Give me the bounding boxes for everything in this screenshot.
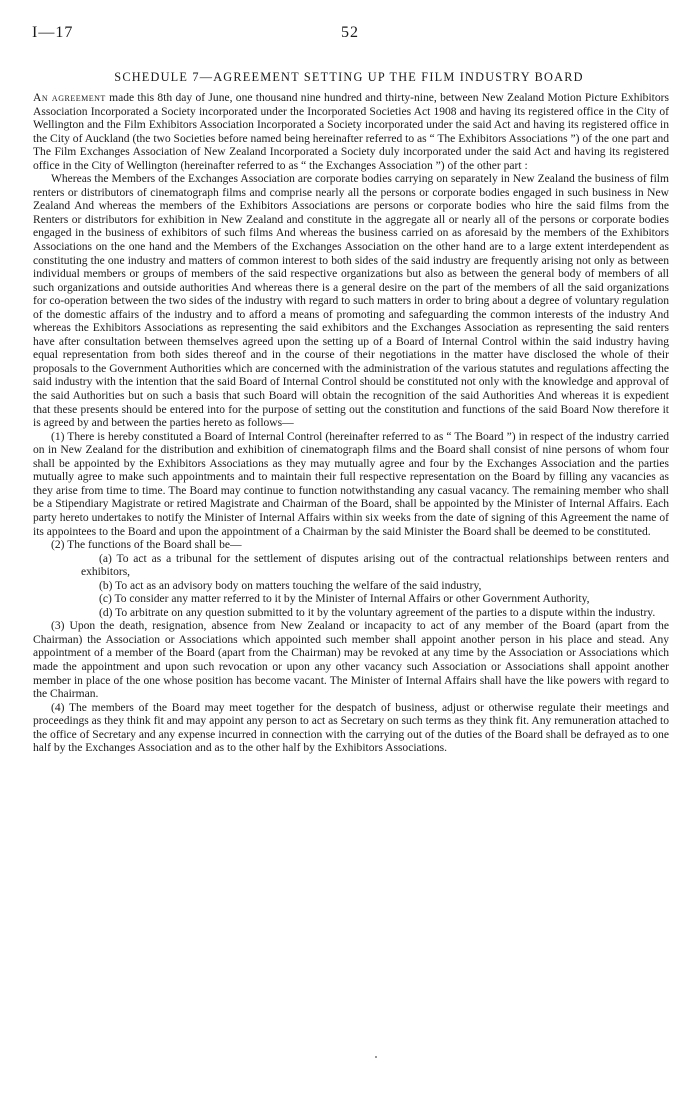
agreement-intro	[33, 92, 669, 173]
clause-3: (3) Upon the death, resignation, absence from New Zealand or incapacity to act of any member of the Board (apart from the Chairman) the Association or Associations which appointed such member shall appoint another person in his place and stead. Any appointment of a member of the Board (apart from the Chairman) may be revoked at any time by the Association or Associations which made the appointment and upon such revocation or upon any other vacancy such Association or Associations shall appoint another member in place of the one whose position has become vacant. The Minister of Internal Affairs shall have the like powers with regard to the Chairman.	[33, 620, 669, 701]
clause-2c: (c) To consider any matter referred to it by the Minister of Internal Affairs or other Government Authority,	[99, 593, 590, 606]
document-reference: I—17	[32, 24, 74, 41]
agreement-lead: An agreement	[33, 92, 106, 104]
recitals-paragraph: Whereas the Members of the Exchanges Association are corporate bodies carrying on separately in New Zealand the business of film renters or distributors of cinematograph films and comprise nearly all the persons or corporate bodies engaged in such business in New Zealand And whereas the members of the Exhibitors Associations are persons or corporate bodies who hire the said films from the Renters or distributors for exhibition in New Zealand and constitute in the aggregate all or nearly all of the persons or corporate bodies engaged in the business of exhibitors of such films And whereas the business carried on as aforesaid by the members of the Exhibitors Associations on the one hand and the Members of the Exchanges Association on the other hand are to a large extent interdependent as constituting the one industry and matters of common interest to both sides of the said industry are frequently arising not only as between individual members or groups of members of the said respective organizations but also as between the general body of members of all such organizations and outside authorities And whereas there is a general desire on the part of the members of all the said organizations for co-operation between the two sides of the industry with regard to such matters in order to bring about a degree of voluntary regulation of the domestic affairs of the industry and to afford a means of promoting and safeguarding the common interests of the industry And whereas the Exhibitors Associations as representing the said exhibitors and the Exchanges Association as representing the said renters have after consultation between themselves agreed upon the setting up of a Board of Internal Control within the said industry having equal representation from both sides thereof and in the course of their negotiations in the matter have disclosed the whole of their proposals to the Government Authorities which are concerned with the administration of the various statutes and regulations affecting the said industry with the intention that the said Board of Internal Control should be constituted not only with the knowledge and approval of the said Authorities but on such a basis that such Board will obtain the recognition of the said Authorities And whereas it is expedient that these presents should be entered into for the purpose of setting out the constitution and functions of the said Board Now therefore it is agreed by and between the parties hereto as follows—	[33, 173, 669, 430]
print-speck	[375, 1056, 377, 1058]
clause-2a: (a) To act as a tribunal for the settlement of disputes arising out of the contractual relationships between renters and exhibitors,	[81, 552, 669, 579]
clause-2d: (d) To arbitrate on any question submitted to it by the voluntary agreement of the parties to a dispute within the industry.	[99, 606, 656, 619]
page-number: 52	[341, 24, 359, 41]
agreement-body	[33, 92, 669, 756]
schedule-title: SCHEDULE 7—AGREEMENT SETTING UP THE FILM INDUSTRY BOARD	[114, 70, 584, 84]
clause-1: (1) There is hereby constituted a Board of Internal Control (hereinafter referred to as “ The Board ”) in respect of the industry carried on in New Zealand for the distribution and exhibition of cinematograph films and the Board shall consist of nine persons of whom four shall be appointed by the Exhibitors Associations as they may mutually agree and four by the Exchanges Association and the parties mutually agree to make such appointments and to maintain their full respective representation on the Board by filling any vacancies as they arise from time to time. The Board may continue to function notwithstanding any casual vacancy. The remaining member who shall be a Stipendiary Magistrate or retired Magistrate and Chairman of the Board, shall be appointed by the Minister of Internal Affairs. Each party hereto undertakes to notify the Minister of Internal Affairs within six weeks from the date of signing of this Agreement the name of its appointees to the Board and upon the appointment of a Chairman by the said Minister the Board shall be deemed to be constituted.	[33, 430, 669, 538]
clause-4: (4) The members of the Board may meet together for the despatch of business, adjust or otherwise regulate their meetings and proceedings as they think fit and may appoint any person to act as Secretary on such terms as they think fit. Any remuneration attached to the office of Secretary and any expense incurred in connection with the carrying out of the duties of the Board shall be defrayed as to one half by the Exchanges Association and as to the other half by the Exhibitors Associations.	[33, 701, 669, 755]
clause-2: (2) The functions of the Board shall be—	[51, 539, 242, 552]
clause-2b: (b) To act as an advisory body on matters touching the welfare of the said industry,	[99, 579, 482, 592]
agreement-intro-text: made this 8th day of June, one thousand nine hundred and thirty-nine, between New Zealand Motion Picture Exhibitors Association Incorporated a Society incorporated under the Incorporated Societies Act 1908 and having its registered office in the City of Wellington and the Film Exhibitors Association Incorporated a Society incorporated under the said Act and having its registered office in the City of Auckland (the two Societies before named being hereinafter referred to as “ The Exhibitors Associations ”) of the one part and The Film Exchanges Association of New Zealand Incorporated a Society duly incorporated under the said Act and having its registered office in the City of Wellington (hereinafter referred to as “ the Exchanges Association ”) of the other part :	[33, 92, 669, 172]
